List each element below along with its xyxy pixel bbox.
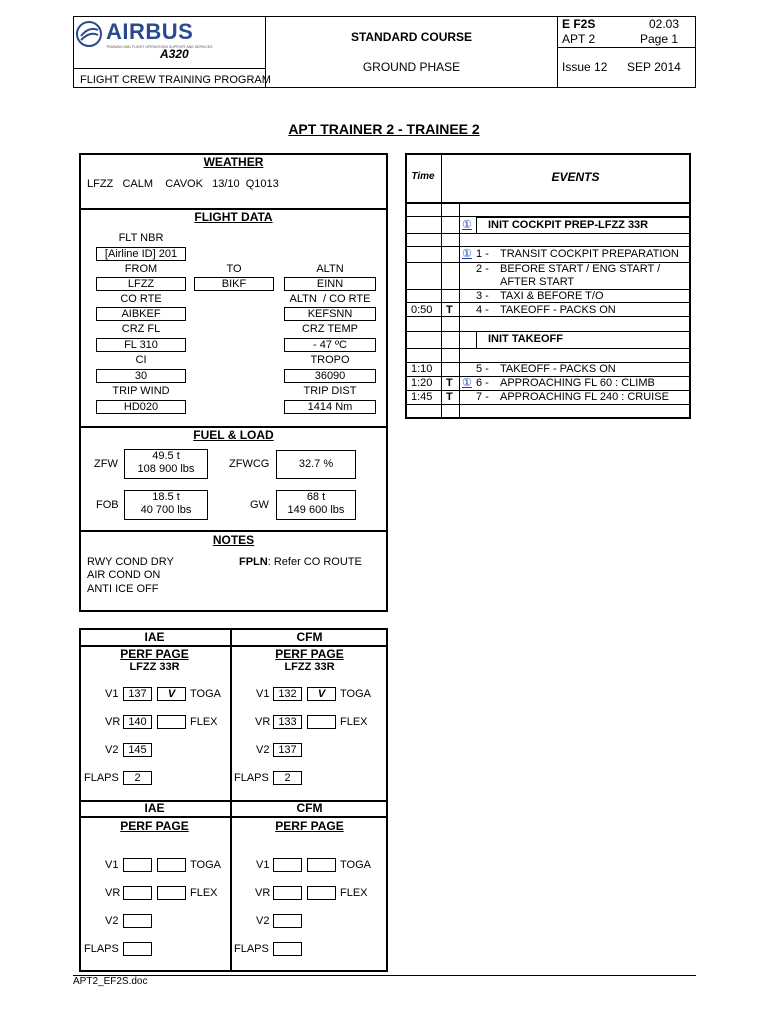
event-text: TRANSIT COCKPIT PREPARATION	[500, 248, 679, 260]
gw-box	[276, 490, 356, 520]
event-t-flag: T	[446, 391, 453, 403]
doc-number: 02.03	[649, 17, 680, 31]
trip-wind-label: TRIP WIND	[112, 385, 170, 397]
vr-field[interactable]	[273, 886, 302, 900]
doc-code: E F2S	[562, 17, 596, 31]
perf-page-title: PERF PAGE	[275, 819, 344, 833]
crz-fl-label: CRZ FL	[121, 323, 161, 335]
event-t-flag: T	[446, 377, 453, 389]
zfw-label: ZFW	[94, 458, 118, 470]
fob-label: FOB	[96, 499, 119, 511]
note-aircond: AIR COND ON	[87, 569, 161, 581]
flex-label: FLEX	[340, 716, 368, 728]
flaps-field: 2	[123, 771, 152, 785]
flaps-label: FLAPS	[84, 772, 119, 784]
zfwcg-box	[276, 450, 356, 479]
co-rte-field: AIBKEF	[96, 307, 186, 321]
v1-label: V1	[105, 859, 119, 871]
from-label: FROM	[124, 263, 158, 275]
v1-field: 132	[273, 687, 302, 701]
event-num: 1 -	[476, 248, 489, 260]
circled-1-icon: ①	[462, 248, 472, 260]
v1-label: V1	[105, 688, 119, 700]
fuel-load-heading: FUEL & LOAD	[193, 428, 274, 442]
vr-label: VR	[105, 887, 121, 899]
tropo-label: TROPO	[310, 354, 350, 366]
flaps-label: FLAPS	[234, 943, 269, 955]
vr-flag-field	[157, 715, 186, 729]
perf-page-title: PERF PAGE	[120, 647, 189, 661]
vr-field: 140	[123, 715, 152, 729]
perf-page-title: PERF PAGE	[275, 647, 344, 661]
to-label: TO	[226, 263, 242, 275]
course-title: STANDARD COURSE	[350, 30, 473, 44]
vr-flag-field[interactable]	[157, 886, 186, 900]
event-num: 7 -	[476, 391, 489, 403]
v1-field[interactable]	[123, 858, 152, 872]
toga-label: TOGA	[340, 859, 371, 871]
flt-nbr-label: FLT NBR	[118, 232, 164, 244]
flex-label: FLEX	[190, 887, 218, 899]
event-time: 1:20	[411, 377, 433, 389]
event-init-takeoff: INIT TAKEOFF	[488, 333, 563, 345]
ci-label: CI	[135, 354, 147, 366]
trip-dist-label: TRIP DIST	[303, 385, 357, 397]
event-num: 2 -	[476, 263, 489, 275]
event-init-cockpit-prep: INIT COCKPIT PREP-LFZZ 33R	[488, 219, 649, 231]
issue-date: SEP 2014	[627, 60, 681, 74]
weather-line: LFZZ CALM CAVOK 13/10 Q1013	[87, 178, 279, 190]
fob-lbs: 40 700 lbs	[140, 504, 192, 516]
v2-label: V2	[105, 744, 119, 756]
phase-title: GROUND PHASE	[362, 60, 461, 74]
zfwcg-value: 32.7 %	[298, 458, 334, 470]
v1-label: V1	[256, 859, 270, 871]
footer-filename: APT2_EF2S.doc	[73, 976, 148, 987]
v2-field[interactable]	[273, 914, 302, 928]
vr-flag-field	[307, 715, 336, 729]
airbus-logo	[76, 20, 226, 54]
toga-label: TOGA	[340, 688, 371, 700]
fpln-text: : Refer CO ROUTE	[267, 556, 362, 568]
vr-label: VR	[105, 716, 121, 728]
perf-runway: LFZZ 33R	[129, 661, 180, 673]
v1-flag-field[interactable]	[307, 858, 336, 872]
flaps-field[interactable]	[123, 942, 152, 956]
vr-label: VR	[255, 716, 271, 728]
v2-label: V2	[256, 744, 270, 756]
program-name: FLIGHT CREW TRAINING PROGRAM	[80, 74, 271, 86]
fob-tonnes: 18.5 t	[152, 491, 180, 503]
gw-tonnes: 68 t	[306, 491, 326, 503]
tropo-field: 36090	[284, 369, 376, 383]
flaps-field: 2	[273, 771, 302, 785]
vr-label: VR	[255, 887, 271, 899]
toga-label: TOGA	[190, 859, 221, 871]
circled-1-icon: ①	[462, 377, 472, 389]
v2-field: 145	[123, 743, 152, 757]
event-num: 3 -	[476, 290, 489, 302]
event-num: 4 -	[476, 304, 489, 316]
page-title: APT TRAINER 2 - TRAINEE 2	[288, 121, 480, 137]
toga-label: TOGA	[190, 688, 221, 700]
flaps-field[interactable]	[273, 942, 302, 956]
v1-flag-field[interactable]	[157, 858, 186, 872]
zfw-tonnes: 49.5 t	[152, 450, 180, 462]
zfwcg-label: ZFWCG	[229, 458, 270, 470]
altn-co-rte-label: ALTN / CO RTE	[289, 293, 371, 305]
footer-rule	[73, 975, 696, 976]
altn-field: EINN	[284, 277, 376, 291]
altn-co-rte-field: KEFSNN	[284, 307, 376, 321]
v2-label: V2	[256, 915, 270, 927]
gw-lbs: 149 600 lbs	[287, 504, 345, 516]
event-text: APPROACHING FL 240 : CRUISE	[500, 391, 669, 403]
fob-box	[124, 490, 208, 520]
v2-field[interactable]	[123, 914, 152, 928]
aircraft-type: A320	[160, 47, 189, 61]
engine-iae: IAE	[144, 630, 165, 644]
event-text: TAXI & BEFORE T/O	[500, 290, 604, 302]
airbus-logo-icon	[76, 21, 102, 47]
engine-cfm: CFM	[296, 630, 323, 644]
v2-label: V2	[105, 915, 119, 927]
brand-name: AIRBUS	[106, 19, 194, 44]
trip-dist-field: 1414 Nm	[284, 400, 376, 414]
zfw-box	[124, 449, 208, 479]
gw-label: GW	[250, 499, 269, 511]
flight-data-heading: FLIGHT DATA	[194, 210, 273, 224]
crz-fl-field: FL 310	[96, 338, 186, 352]
event-time: 1:45	[411, 391, 433, 403]
circled-1-icon: ①	[462, 219, 472, 231]
v2-field: 137	[273, 743, 302, 757]
to-field: BIKF	[194, 277, 274, 291]
altn-label: ALTN	[316, 263, 344, 275]
v1-field[interactable]	[273, 858, 302, 872]
event-time: 0:50	[411, 304, 433, 316]
vr-field: 133	[273, 715, 302, 729]
flex-label: FLEX	[340, 887, 368, 899]
weather-heading: WEATHER	[203, 155, 264, 169]
event-text: APPROACHING FL 60 : CLIMB	[500, 377, 655, 389]
flt-nbr-field: [Airline ID] 201	[96, 247, 186, 261]
event-time: 1:10	[411, 363, 433, 375]
flex-label: FLEX	[190, 716, 218, 728]
co-rte-label: CO RTE	[120, 293, 162, 305]
note-antiice: ANTI ICE OFF	[87, 583, 159, 595]
crz-temp-field: - 47 ºC	[284, 338, 376, 352]
note-fpln	[239, 556, 362, 569]
crz-temp-label: CRZ TEMP	[301, 323, 359, 335]
flaps-label: FLAPS	[84, 943, 119, 955]
zfw-lbs: 108 900 lbs	[137, 463, 195, 475]
event-text: TAKEOFF - PACKS ON	[500, 304, 616, 316]
page-number: Page 1	[640, 32, 679, 46]
issue: Issue 12	[562, 60, 608, 74]
note-rwy: RWY COND DRY	[87, 556, 174, 568]
v1-field: 137	[123, 687, 152, 701]
v1-flag-field: V	[157, 687, 186, 701]
event-text: AFTER START	[500, 276, 575, 288]
event-text: BEFORE START / ENG START /	[500, 263, 661, 275]
time-header: Time	[411, 171, 435, 182]
brand-tagline: TRAINING AND FLIGHT OPERATIONS SUPPORT AND SERVICES	[106, 45, 213, 49]
event-text: TAKEOFF - PACKS ON	[500, 363, 616, 375]
vr-field[interactable]	[123, 886, 152, 900]
events-header: EVENTS	[551, 170, 600, 184]
trip-wind-field: HD020	[96, 400, 186, 414]
from-field: LFZZ	[96, 277, 186, 291]
fpln-label: FPLN	[239, 556, 268, 568]
event-num: 6 -	[476, 377, 489, 389]
v1-flag-field: V	[307, 687, 336, 701]
engine-iae: IAE	[144, 801, 165, 815]
perf-runway: LFZZ 33R	[284, 661, 335, 673]
v1-label: V1	[256, 688, 270, 700]
event-t-flag: T	[446, 304, 453, 316]
ci-field: 30	[96, 369, 186, 383]
flaps-label: FLAPS	[234, 772, 269, 784]
engine-cfm: CFM	[296, 801, 323, 815]
notes-heading: NOTES	[212, 533, 255, 547]
section-code: APT 2	[562, 32, 596, 46]
event-num: 5 -	[476, 363, 489, 375]
perf-page-title: PERF PAGE	[120, 819, 189, 833]
vr-flag-field[interactable]	[307, 886, 336, 900]
